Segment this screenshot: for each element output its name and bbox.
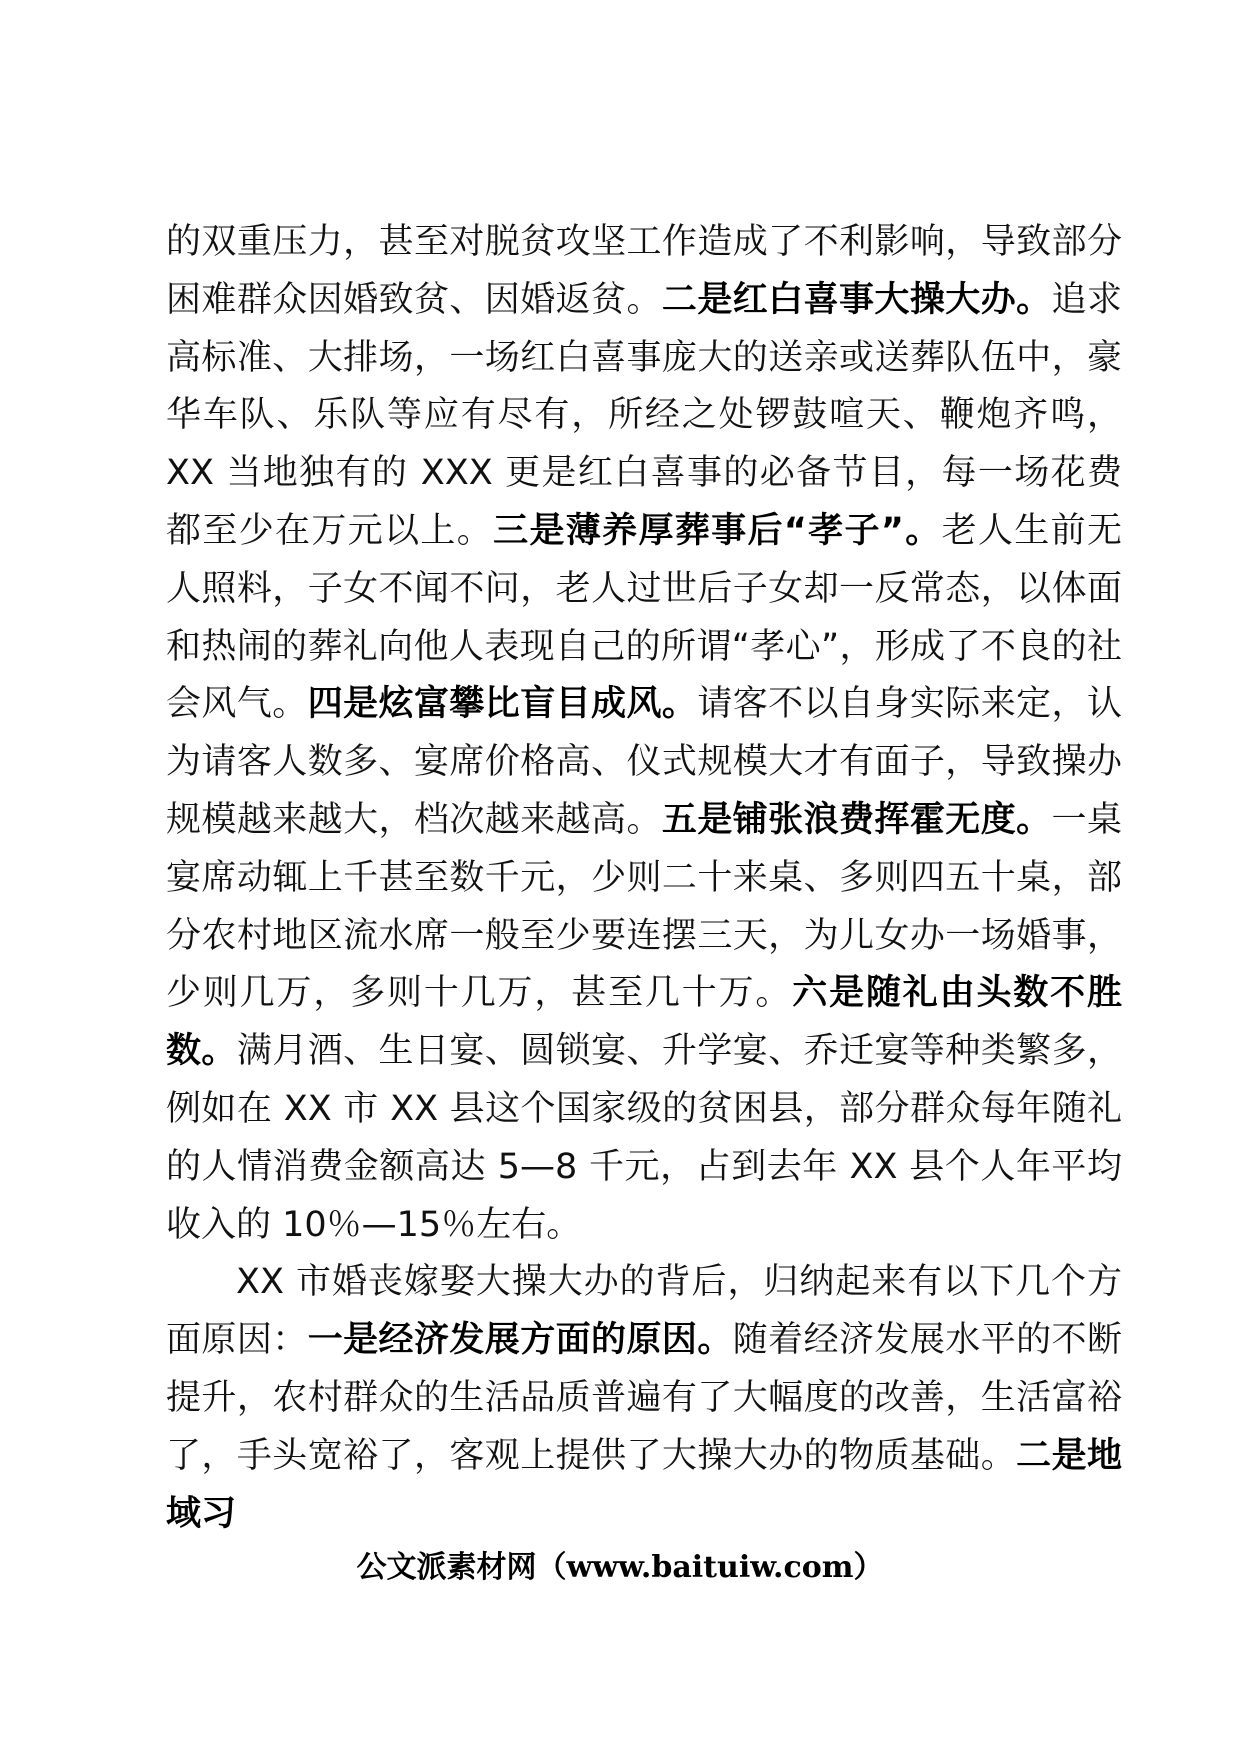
point-4-heading: 四是炫富攀比盲目成风。 <box>307 684 698 725</box>
point-5-heading: 五是铺张浪费挥霍无度。 <box>661 799 1052 840</box>
paragraph-1-text-3: 老人生前无人照料，子女不闻不问，老人过世后子女却一反常态，以体面和热闹的葬礼向他人表现自己的所谓“孝心”，形成了不良的社会风气。 <box>166 510 1122 725</box>
point-6-heading: 六是随礼由头数不胜数。 <box>166 973 1122 1072</box>
paragraph-1-text-1: 的双重压力，甚至对脱贫攻坚工作造成了不利影响，导致部分困难群众因婚致贫、因婚返贫。 <box>166 222 1122 320</box>
paragraph-2-text-2: 随着经济发展水平的不断提升，农村群众的生活品质普遍有了大幅度的改善，生活富裕了，手头宽裕了，客观上提供了大操大办的物质基础。 <box>166 1320 1122 1476</box>
paragraph-1-text-5: 一桌宴席动辄上千甚至数千元，少则二十来桌、多则四五十桌，部分农村地区流水席一般至少要连摆三天，为儿女办一场婚事，少则几万，多则十几万，甚至几十万。 <box>166 799 1122 1014</box>
paragraph-2-text-1: XX 市婚丧嫁娶大操大办的背后，归纳起来有以下几个方面原因： <box>166 1262 1122 1361</box>
paragraph-1-text-6: 满月酒、生日宴、圆锁宴、升学宴、乔迁宴等种类繁多，例如在 XX 市 XX 县这个国家级的贫困县，部分群众每年随礼的人情消费金额高达 5—8 千元，占到去年 XX 县个人年平均收入的 10％—15％左右。 <box>166 1031 1122 1245</box>
paragraph-2 <box>166 1254 1122 1543</box>
footer-watermark: 公文派素材网（www.baituiw.com） <box>356 1550 884 1585</box>
point-2-heading: 二是红白喜事大操大办。 <box>661 279 1052 320</box>
paragraph-1 <box>166 214 1122 1254</box>
paragraph-1-text-4: 请客不以自身实际来定，认为请客人数多、宴席价格高、仪式规模大才有面子，导致操办规模越来越大，档次越来越高。 <box>166 684 1122 840</box>
reason-2-heading: 二是地域习 <box>166 1435 1122 1534</box>
paragraph-1-text-2: 追求高标准、大排场，一场红白喜事庞大的送亲或送葬队伍中，豪华车队、乐队等应有尽有，所经之处锣鼓喧天、鞭炮齐鸣，XX 当地独有的 XXX 更是红白喜事的必备节目，每一场花费都至少在万元以上。 <box>166 279 1122 551</box>
point-3-heading: 三是薄养厚葬事后“孝子”。 <box>493 510 942 551</box>
document-body <box>166 214 1122 1543</box>
reason-1-heading: 一是经济发展方面的原因。 <box>307 1320 733 1361</box>
